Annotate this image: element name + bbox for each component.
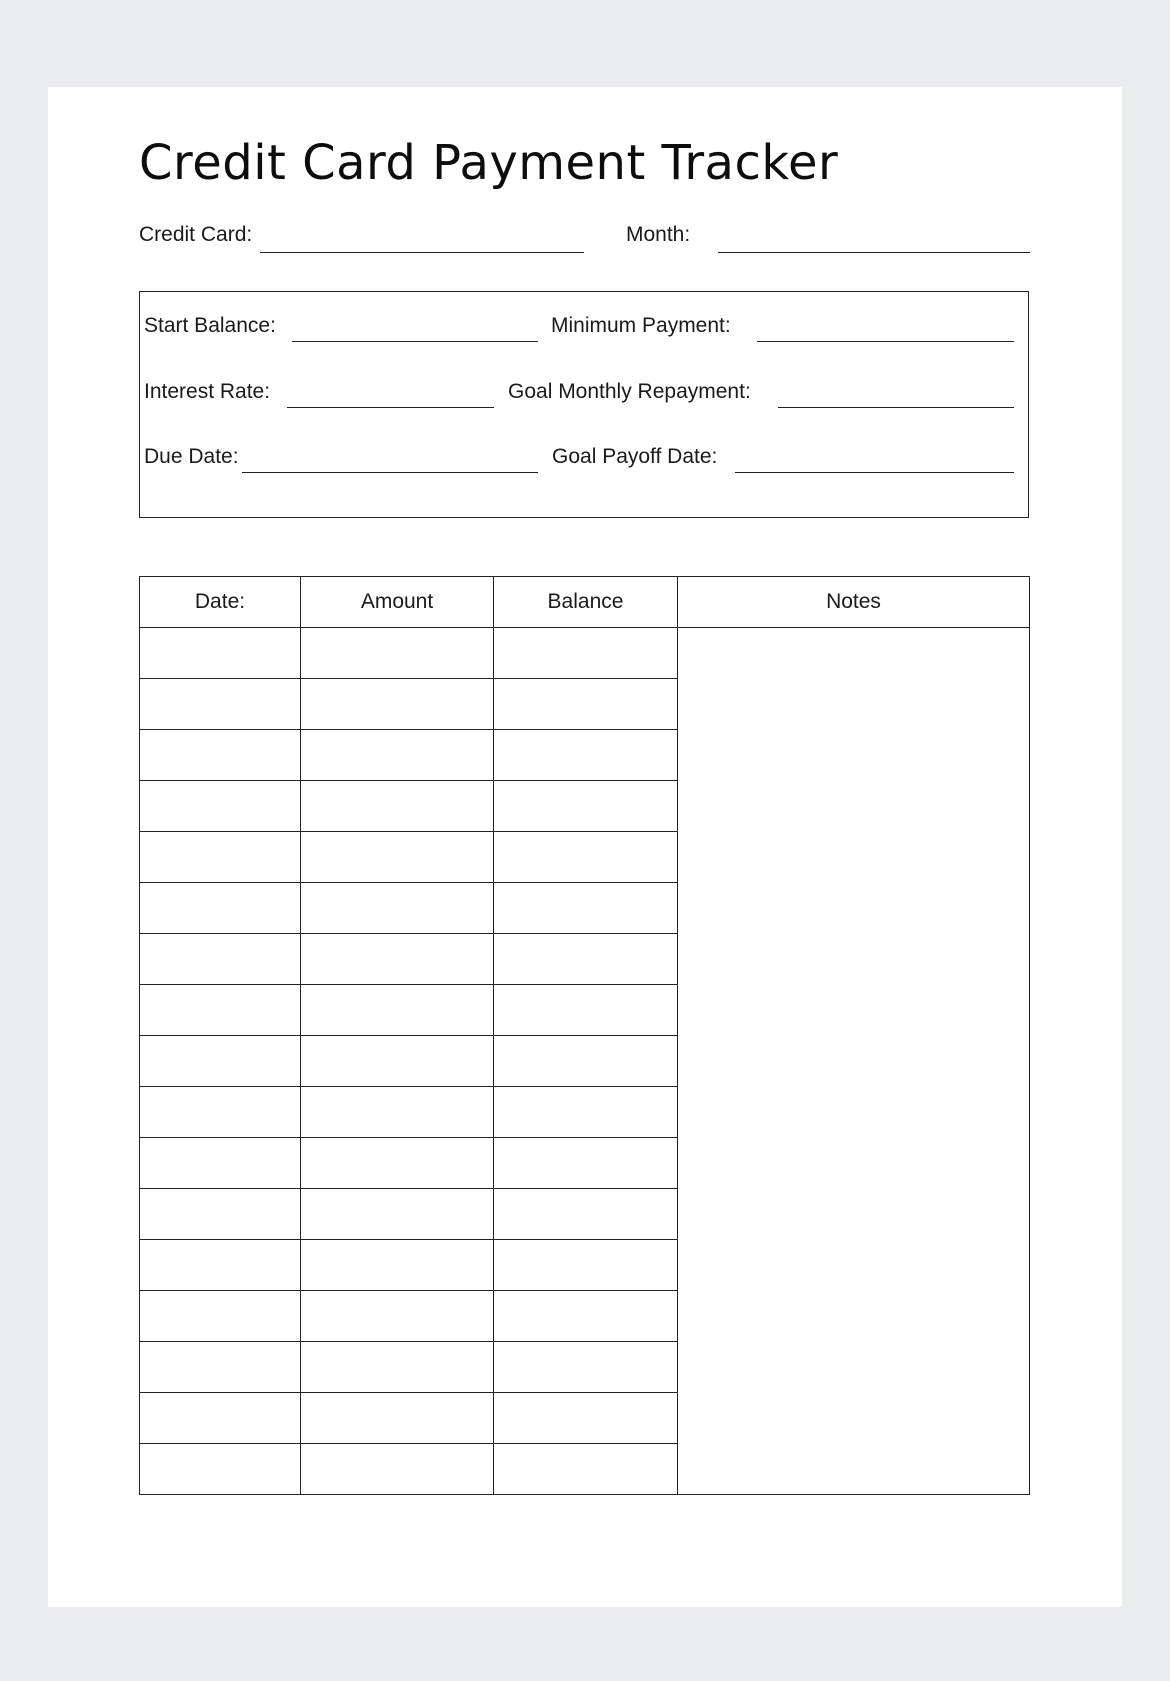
payment-log-body: [140, 628, 1030, 1495]
balance-cell[interactable]: [494, 1291, 678, 1342]
amount-cell[interactable]: [301, 1342, 494, 1393]
balance-cell[interactable]: [494, 1138, 678, 1189]
summary-box: [139, 291, 1029, 518]
goal-monthly-repayment-field[interactable]: [778, 407, 1014, 408]
column-header-notes: Notes: [678, 577, 1030, 628]
balance-cell[interactable]: [494, 628, 678, 679]
column-header-amount: Amount: [301, 577, 494, 628]
balance-cell[interactable]: [494, 1444, 678, 1495]
minimum-payment-field[interactable]: [757, 341, 1014, 342]
amount-cell[interactable]: [301, 985, 494, 1036]
date-cell[interactable]: [140, 1444, 301, 1495]
amount-cell[interactable]: [301, 730, 494, 781]
start-balance-label: Start Balance:: [144, 314, 276, 337]
amount-cell[interactable]: [301, 832, 494, 883]
date-cell[interactable]: [140, 1342, 301, 1393]
date-cell[interactable]: [140, 1291, 301, 1342]
date-cell[interactable]: [140, 1189, 301, 1240]
date-cell[interactable]: [140, 1036, 301, 1087]
balance-cell[interactable]: [494, 1189, 678, 1240]
date-cell[interactable]: [140, 1087, 301, 1138]
date-cell[interactable]: [140, 934, 301, 985]
amount-cell[interactable]: [301, 781, 494, 832]
minimum-payment-label: Minimum Payment:: [551, 314, 731, 337]
date-cell[interactable]: [140, 1240, 301, 1291]
notes-area[interactable]: [678, 628, 1030, 1495]
balance-cell[interactable]: [494, 1342, 678, 1393]
balance-cell[interactable]: [494, 1087, 678, 1138]
amount-cell[interactable]: [301, 1138, 494, 1189]
month-label: Month:: [626, 223, 691, 246]
balance-cell[interactable]: [494, 883, 678, 934]
credit-card-label: Credit Card:: [139, 223, 253, 246]
amount-cell[interactable]: [301, 1087, 494, 1138]
date-cell[interactable]: [140, 883, 301, 934]
amount-cell[interactable]: [301, 934, 494, 985]
date-cell[interactable]: [140, 730, 301, 781]
due-date-label: Due Date:: [144, 445, 239, 468]
amount-cell[interactable]: [301, 1240, 494, 1291]
credit-card-field[interactable]: [260, 252, 584, 253]
amount-cell[interactable]: [301, 883, 494, 934]
amount-cell[interactable]: [301, 1036, 494, 1087]
page-title: Credit Card Payment Tracker: [139, 135, 839, 191]
payment-log-table: [139, 576, 1030, 1495]
column-header-date: Date:: [140, 577, 301, 628]
amount-cell[interactable]: [301, 1444, 494, 1495]
amount-cell[interactable]: [301, 1189, 494, 1240]
column-header-balance: Balance: [494, 577, 678, 628]
month-field[interactable]: [718, 252, 1030, 253]
tracker-page: [48, 87, 1122, 1607]
balance-cell[interactable]: [494, 1393, 678, 1444]
date-cell[interactable]: [140, 628, 301, 679]
amount-cell[interactable]: [301, 1393, 494, 1444]
date-cell[interactable]: [140, 1393, 301, 1444]
balance-cell[interactable]: [494, 730, 678, 781]
balance-cell[interactable]: [494, 832, 678, 883]
table-row: [140, 628, 1030, 679]
start-balance-field[interactable]: [292, 341, 538, 342]
amount-cell[interactable]: [301, 679, 494, 730]
date-cell[interactable]: [140, 1138, 301, 1189]
interest-rate-label: Interest Rate:: [144, 380, 271, 403]
goal-payoff-date-label: Goal Payoff Date:: [552, 445, 718, 468]
balance-cell[interactable]: [494, 985, 678, 1036]
date-cell[interactable]: [140, 985, 301, 1036]
amount-cell[interactable]: [301, 1291, 494, 1342]
date-cell[interactable]: [140, 781, 301, 832]
balance-cell[interactable]: [494, 679, 678, 730]
goal-monthly-repayment-label: Goal Monthly Repayment:: [508, 380, 751, 403]
interest-rate-field[interactable]: [287, 407, 494, 408]
balance-cell[interactable]: [494, 934, 678, 985]
amount-cell[interactable]: [301, 628, 494, 679]
table-header-row: [140, 577, 1030, 628]
date-cell[interactable]: [140, 679, 301, 730]
balance-cell[interactable]: [494, 781, 678, 832]
balance-cell[interactable]: [494, 1240, 678, 1291]
due-date-field[interactable]: [242, 472, 538, 473]
goal-payoff-date-field[interactable]: [735, 472, 1014, 473]
balance-cell[interactable]: [494, 1036, 678, 1087]
date-cell[interactable]: [140, 832, 301, 883]
